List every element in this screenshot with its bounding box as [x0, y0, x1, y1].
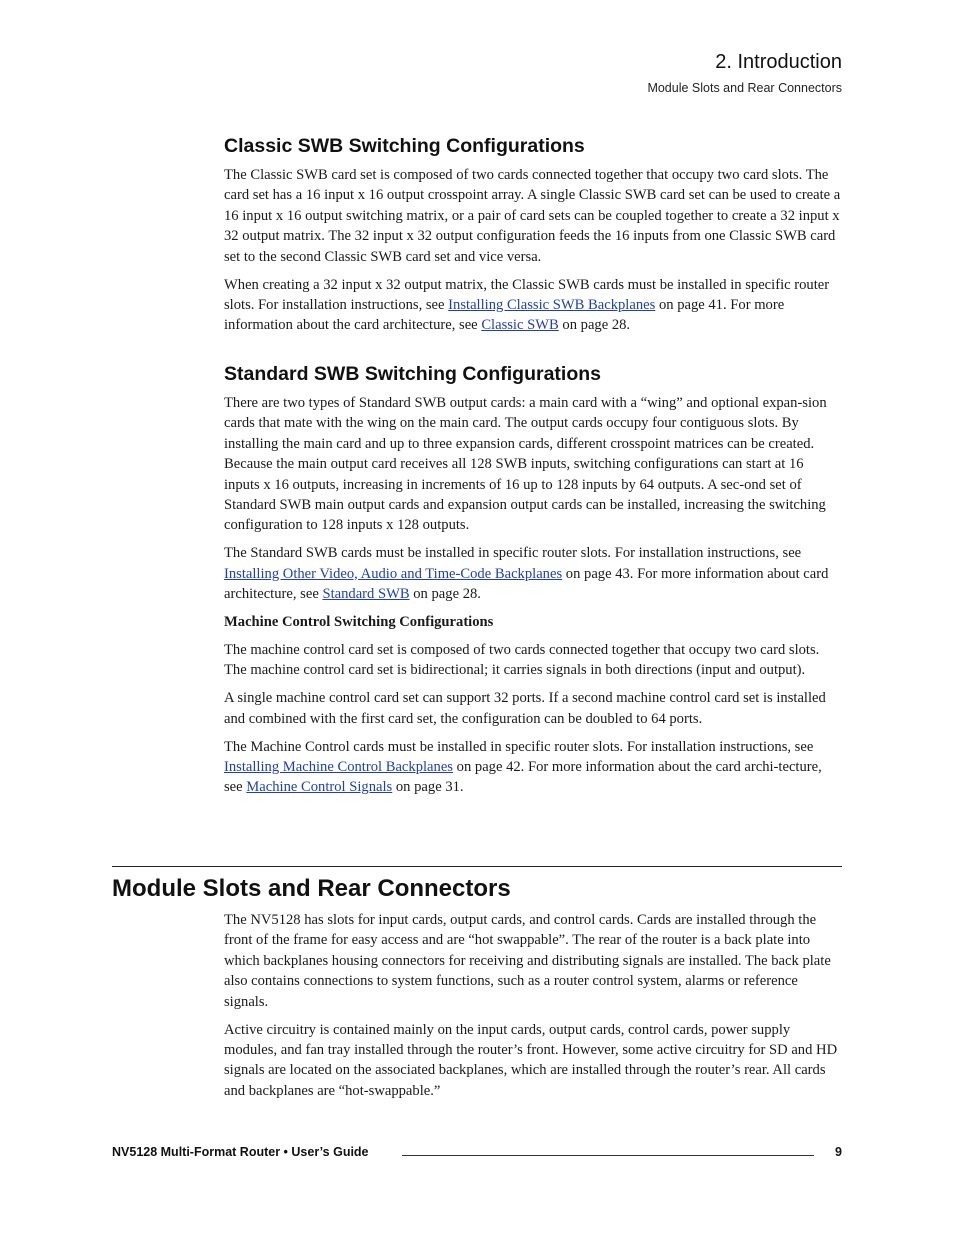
classic-swb-paragraph-2 [224, 275, 842, 336]
standard-swb-paragraph-2 [224, 543, 842, 604]
link-classic-swb[interactable]: Classic SWB [481, 317, 559, 334]
footer-rule [402, 1155, 814, 1156]
link-installing-classic-swb-backplanes[interactable]: Installing Classic SWB Backplanes [448, 296, 656, 313]
machine-control-heading: Machine Control Switching Configurations [224, 614, 494, 631]
module-slots-paragraph-1: The NV5128 has slots for input cards, output cards, and control cards. Cards are installed through the front of the frame for easy access and are “hot swappable”. The rear of the router is a back plate into which backplanes housing connectors for receiving and distributing signals are installed. The back plate also contains connections to system functions, such as a router control system, alarms or reference signals. [224, 912, 831, 1010]
machine-control-paragraph-3 [224, 737, 842, 798]
module-slots-section [224, 910, 842, 1109]
section-subtitle: Module Slots and Rear Connectors [647, 81, 842, 95]
link-installing-machine-control-backplanes[interactable]: Installing Machine Control Backplanes [224, 759, 453, 775]
classic-swb-paragraph-1: The Classic SWB card set is composed of two cards connected together that occupy two card slots. The card set has a 16 input x 16 output crosspoint array. A single Classic SWB card set can be used to create a 16 input x 16 output switching matrix, or a pair of card sets can be coupled together to create a 32 input x 32 output matrix. The 32 input x 32 output configuration feeds the 16 inputs from one Classic SWB card set to the second Classic SWB card set and vice versa. [224, 167, 841, 265]
page-number: 9 [835, 1145, 842, 1159]
text-run: on page 41. For more information about the card architecture, see [224, 296, 785, 334]
text-run: When creating a 32 input x 32 output matrix, the Classic SWB cards must be installed in specific router slots. For installation instructions, see [224, 276, 830, 313]
section-divider [112, 866, 842, 867]
classic-swb-section [224, 133, 842, 343]
link-machine-control-signals[interactable]: Machine Control Signals [246, 779, 393, 796]
page-footer [112, 1145, 842, 1165]
text-run: on page 31. [392, 779, 464, 796]
link-installing-other-backplanes[interactable]: Installing Other Video, Audio and Time-Code Backplanes [224, 565, 563, 582]
text-run: on page 28. [409, 586, 481, 603]
machine-control-paragraph-2: A single machine control card set can support 32 ports. If a second machine control card set is installed and combined with the first card set, the configuration can be doubled to 64 ports. [224, 690, 826, 727]
text-run: The Standard SWB cards must be installed in specific router slots. For installation instructions, see [224, 545, 802, 562]
text-run: on page 42. For more information about the card archi-tecture, see [224, 759, 822, 796]
machine-control-paragraph-1: The machine control card set is composed of two cards connected together that occupy two card slots. The machine control card set is bidirectional; it carries signals in both directions (input and output). [224, 641, 820, 679]
standard-swb-paragraph-1: There are two types of Standard SWB output cards: a main card with a “wing” and optional expan-sion cards that mate with the wing on the main card. The output cards occupy four contiguous slots. By installing the main card and up to three expansion cards, different crosspoint matrices can be created. Because the main output card receives all 128 SWB inputs, switching configurations can start at 16 inputs x 16 outputs, increasing in increments of 16 up to 128 inputs by 64 outputs. A sec-ond set of Standard SWB main output cards and expansion output cards can be installed, increasing the switching configuration to 128 inputs x 128 outputs. [224, 395, 827, 534]
module-slots-heading: Module Slots and Rear Connectors [112, 875, 511, 902]
standard-swb-heading: Standard SWB Switching Configurations [224, 363, 601, 385]
module-slots-paragraph-2: Active circuitry is contained mainly on the input cards, output cards, control cards, power supply modules, and fan tray installed through the router’s front. However, some active circuitry for SD and HD signals are located on the associated backplanes, which are installed through the router’s rear. All cards and backplanes are “hot-swappable.” [224, 1021, 838, 1099]
standard-swb-section [224, 361, 842, 805]
text-run: The Machine Control cards must be installed in specific router slots. For installation instructions, see [224, 738, 814, 755]
text-run: on page 28. [558, 317, 631, 334]
chapter-title: 2. Introduction [715, 51, 842, 73]
classic-swb-heading: Classic SWB Switching Configurations [224, 135, 585, 157]
text-run: on page 43. For more information about card architecture, see [224, 565, 829, 603]
link-standard-swb[interactable]: Standard SWB [322, 586, 410, 603]
footer-title: NV5128 Multi-Format Router • User’s Guide [112, 1145, 369, 1159]
running-header [647, 48, 842, 99]
